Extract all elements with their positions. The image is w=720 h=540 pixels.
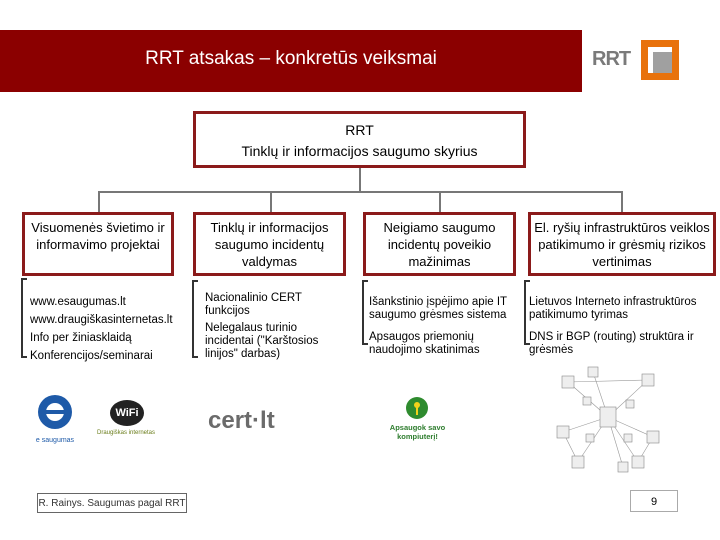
category-title: Visuomenės švietimo ir informavimo projektai — [31, 220, 165, 252]
connector-col2 — [270, 191, 272, 213]
rrt-logo — [582, 30, 720, 92]
footer-caption: R. Rainys. Saugumas pagal RRT — [37, 493, 187, 513]
list-item: Išankstinio įspėjimo apie IT saugumo grėsmes sistema — [369, 296, 507, 321]
cert-lt-text: cert·lt — [208, 407, 275, 434]
rrt-logo-text: RRT — [592, 48, 631, 70]
cert-lt-logo — [208, 407, 303, 437]
connector-root-down — [359, 168, 361, 192]
root-title: RRT — [345, 122, 374, 138]
connector-col3 — [439, 191, 441, 213]
list-item: Apsaugos priemonių naudojimo skatinimas — [369, 331, 480, 356]
apsaugok-logo — [370, 396, 465, 441]
page-number: 9 — [630, 490, 678, 512]
root-box — [193, 111, 526, 168]
list-item: www.esaugumas.lt — [30, 296, 126, 308]
wifi-caption: Draugiškas internetas — [96, 430, 156, 436]
esaugumas-logo — [30, 392, 80, 442]
category-box-impact — [363, 212, 516, 276]
root-subtitle: Tinklų ir informacijos saugumo skyrius — [241, 143, 478, 159]
connector-col1 — [98, 191, 100, 213]
connector-horizontal — [98, 191, 622, 193]
list-item: Nacionalinio CERT funkcijos — [205, 292, 302, 317]
category-title: El. ryšių infrastruktūros veiklos patikimumo ir grėsmių rizikos vertinimas — [534, 220, 710, 269]
category-box-education — [22, 212, 174, 276]
list-item: Info per žiniasklaidą — [30, 332, 132, 344]
list-item: Konferencijos/seminarai — [30, 350, 153, 362]
slide-title: RRT atsakas – konkretūs veiksmai — [145, 48, 437, 69]
wifi-logo — [86, 400, 166, 442]
rrt-logo-mark-icon — [641, 40, 679, 80]
network-diagram-thumbnail-icon — [548, 362, 668, 477]
category-box-incidents — [193, 212, 346, 276]
category-title: Tinklų ir informacijos saugumo incidentų valdymas — [210, 220, 329, 269]
list-item: DNS ir BGP (routing) struktūra ir grėsmės — [529, 331, 694, 356]
category-title: Neigiamo saugumo incidentų poveikio mažinimas — [383, 220, 496, 269]
bracket-col2 — [192, 280, 198, 358]
connector-col4 — [621, 191, 623, 213]
wifi-text: WiFi — [115, 407, 139, 419]
esaugumas-logo-icon — [30, 392, 80, 432]
bracket-col1 — [21, 278, 27, 358]
bracket-col3 — [362, 280, 368, 345]
apsaugok-shield-icon — [405, 396, 429, 420]
wifi-badge — [110, 400, 144, 426]
apsaugok-text: Apsaugok savo kompiuterį! — [389, 423, 446, 441]
list-item: Lietuvos Interneto infrastruktūros patikimumo tyrimas — [529, 296, 697, 321]
list-item: Nelegalaus turinio incidentai ("Karštosios linijos" darbas) — [205, 322, 319, 360]
esaugumas-logo-text: e saugumas — [35, 437, 75, 444]
list-item: www.draugiškasinternetas.lt — [30, 314, 173, 326]
category-box-infrastructure — [528, 212, 716, 276]
